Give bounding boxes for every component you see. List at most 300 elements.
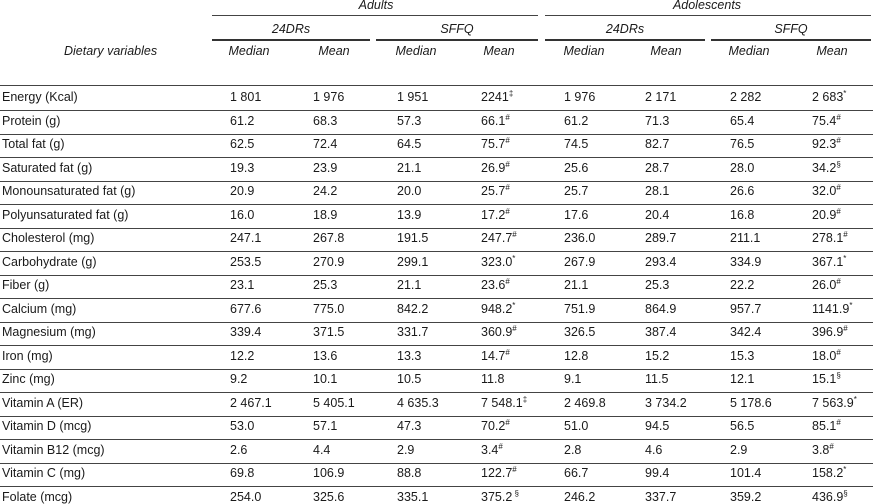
table-cell bbox=[481, 372, 504, 386]
cell-value: 53.0 bbox=[230, 419, 255, 433]
significance-mark: # bbox=[505, 135, 510, 145]
cell-value: 948.2 bbox=[481, 301, 513, 316]
significance-mark: * bbox=[849, 300, 853, 310]
table-cell bbox=[397, 372, 421, 386]
cell-value: 2.8 bbox=[564, 442, 582, 457]
cell-value: 16.8 bbox=[730, 207, 755, 222]
significance-mark: # bbox=[836, 347, 841, 357]
cell-value: 2 467.1 bbox=[230, 395, 272, 410]
table-cell bbox=[564, 419, 588, 433]
method-header-adults-sffq: SFFQ bbox=[440, 22, 474, 36]
row-divider bbox=[0, 463, 873, 464]
cell-value: 17.6 bbox=[564, 207, 589, 222]
cell-value: 2 282 bbox=[730, 90, 762, 104]
table-cell bbox=[730, 396, 772, 410]
table-cell bbox=[313, 466, 344, 480]
table-cell bbox=[564, 90, 595, 104]
cell-value: 254.0 bbox=[230, 489, 262, 504]
table-cell bbox=[313, 161, 337, 175]
table-cell bbox=[397, 349, 421, 363]
significance-mark: # bbox=[512, 323, 517, 333]
table-cell bbox=[230, 490, 261, 504]
table-cell bbox=[230, 443, 247, 457]
cell-value: 57.3 bbox=[397, 113, 422, 128]
table-cell bbox=[812, 255, 846, 269]
cell-value: 436.9 bbox=[812, 489, 844, 504]
cell-value: 2 683 bbox=[812, 90, 844, 104]
cell-value: 191.5 bbox=[397, 231, 429, 245]
cell-value: 75.7 bbox=[481, 137, 506, 151]
cell-value: 360.9 bbox=[481, 325, 513, 339]
row-label: Vitamin C (mg) bbox=[2, 466, 86, 480]
cell-value: 17.2 bbox=[481, 207, 506, 222]
cell-value: 68.3 bbox=[313, 113, 338, 128]
cell-value: 957.7 bbox=[730, 301, 762, 316]
cell-value: 1141.9 bbox=[812, 301, 850, 316]
table-cell bbox=[481, 231, 517, 245]
table-cell bbox=[564, 184, 588, 198]
table-cell bbox=[313, 90, 344, 104]
cell-value: 11.8 bbox=[481, 372, 505, 386]
table-cell bbox=[397, 325, 428, 339]
table-cell bbox=[730, 466, 761, 480]
table-cell bbox=[645, 208, 669, 222]
row-label: Calcium (mg) bbox=[2, 301, 77, 316]
row-divider bbox=[0, 322, 873, 323]
cell-value: 1 976 bbox=[313, 90, 345, 104]
cell-value: 334.9 bbox=[730, 254, 762, 269]
table-cell bbox=[564, 278, 588, 292]
significance-mark: ‡ bbox=[508, 88, 514, 98]
cell-value: 18.9 bbox=[313, 207, 338, 222]
table-cell bbox=[645, 114, 669, 128]
cell-value: 32.0 bbox=[812, 184, 837, 198]
cell-value: 65.4 bbox=[730, 113, 755, 128]
significance-mark: # bbox=[505, 112, 510, 122]
cell-value: 61.2 bbox=[230, 113, 255, 128]
cell-value: 71.3 bbox=[645, 113, 670, 128]
table-cell bbox=[564, 372, 581, 386]
rule-under-adolescents bbox=[545, 15, 871, 16]
table-cell bbox=[313, 325, 344, 339]
table-cell bbox=[730, 443, 747, 457]
group-header-adolescents: Adolescents bbox=[672, 0, 742, 12]
table-cell bbox=[730, 419, 754, 433]
table-cell bbox=[812, 325, 848, 339]
cell-value: 74.5 bbox=[564, 137, 589, 151]
table-cell bbox=[230, 302, 261, 316]
cell-value: 12.8 bbox=[564, 348, 589, 363]
table-cell bbox=[812, 490, 848, 504]
cell-value: 85.1 bbox=[812, 419, 837, 433]
cell-value: 2.6 bbox=[230, 442, 248, 457]
cell-value: 47.3 bbox=[397, 419, 422, 433]
cell-value: 22.2 bbox=[730, 278, 755, 292]
significance-mark: * bbox=[843, 464, 847, 474]
table-cell bbox=[645, 137, 669, 151]
cell-value: 76.5 bbox=[730, 137, 755, 151]
table-cell bbox=[812, 349, 841, 363]
cell-value: 28.7 bbox=[645, 160, 670, 175]
significance-mark: * bbox=[512, 300, 516, 310]
cell-value: 25.3 bbox=[313, 278, 338, 292]
method-header-adolescents-24drs: 24DRs bbox=[605, 22, 645, 36]
method-header-adults-24drs: 24DRs bbox=[271, 22, 311, 36]
table-cell bbox=[730, 137, 754, 151]
cell-value: 20.9 bbox=[812, 207, 837, 222]
row-label: Total fat (g) bbox=[2, 137, 65, 151]
table-cell bbox=[397, 419, 421, 433]
cell-value: 2 469.8 bbox=[564, 395, 606, 410]
table-cell bbox=[730, 349, 754, 363]
table-cell bbox=[645, 372, 668, 386]
cell-value: 23.1 bbox=[230, 278, 255, 292]
table-cell bbox=[645, 466, 669, 480]
stat-header-median: Median bbox=[563, 44, 605, 58]
cell-value: 70.2 bbox=[481, 419, 506, 433]
cell-value: 26.9 bbox=[481, 160, 506, 175]
table-cell bbox=[397, 278, 421, 292]
significance-mark: * bbox=[853, 394, 857, 404]
cell-value: 66.7 bbox=[564, 466, 589, 480]
table-cell bbox=[564, 137, 588, 151]
table-cell bbox=[230, 372, 247, 386]
row-label: Polyunsaturated fat (g) bbox=[2, 207, 129, 222]
rule-under-header bbox=[0, 85, 873, 86]
cell-value: 15.2 bbox=[645, 348, 670, 363]
cell-value: 331.7 bbox=[397, 325, 429, 339]
table-cell bbox=[313, 231, 344, 245]
table-cell bbox=[730, 372, 754, 386]
significance-mark: # bbox=[843, 323, 848, 333]
row-label: Monounsaturated fat (g) bbox=[2, 184, 136, 198]
cell-value: 278.1 bbox=[812, 231, 844, 245]
cell-value: 335.1 bbox=[397, 489, 429, 504]
table-cell bbox=[812, 443, 834, 457]
table-cell bbox=[481, 137, 510, 151]
significance-mark: # bbox=[836, 182, 841, 192]
cell-value: 62.5 bbox=[230, 137, 255, 151]
table-cell bbox=[812, 90, 846, 104]
cell-value: 66.1 bbox=[481, 113, 506, 128]
significance-mark: # bbox=[843, 229, 848, 239]
cell-value: 15.3 bbox=[730, 348, 755, 363]
cell-value: 3.8 bbox=[812, 442, 830, 457]
cell-value: 267.9 bbox=[564, 254, 596, 269]
significance-mark: § bbox=[843, 488, 848, 498]
cell-value: 10.5 bbox=[397, 372, 422, 386]
table-cell bbox=[730, 90, 761, 104]
cell-value: 28.1 bbox=[645, 184, 670, 198]
table-cell bbox=[564, 396, 606, 410]
group-header-adults: Adults bbox=[358, 0, 394, 12]
cell-value: 751.9 bbox=[564, 301, 596, 316]
cell-value: 270.9 bbox=[313, 254, 345, 269]
cell-value: 236.0 bbox=[564, 231, 596, 245]
table-cell bbox=[564, 349, 588, 363]
cell-value: 13.6 bbox=[313, 348, 338, 363]
table-cell bbox=[313, 419, 337, 433]
table-cell bbox=[230, 396, 272, 410]
cell-value: 92.3 bbox=[812, 137, 837, 151]
cell-value: 7 548.1 bbox=[481, 395, 523, 410]
cell-value: 1 801 bbox=[230, 90, 262, 104]
table-cell bbox=[397, 443, 414, 457]
significance-mark: ‡ bbox=[522, 394, 528, 404]
significance-mark: # bbox=[512, 229, 517, 239]
cell-value: 20.4 bbox=[645, 207, 670, 222]
table-cell bbox=[397, 184, 421, 198]
table-cell bbox=[645, 419, 669, 433]
row-divider bbox=[0, 275, 873, 276]
cell-value: 21.1 bbox=[397, 278, 422, 292]
table-cell bbox=[230, 466, 254, 480]
table-cell bbox=[481, 396, 527, 410]
cell-value: 5 178.6 bbox=[730, 395, 772, 410]
cell-value: 4.6 bbox=[645, 442, 663, 457]
cell-value: 9.1 bbox=[564, 372, 582, 386]
cell-value: 20.9 bbox=[230, 184, 255, 198]
cell-value: 9.2 bbox=[230, 372, 248, 386]
cell-value: 15.1 bbox=[812, 372, 837, 386]
cell-value: 4 635.3 bbox=[397, 395, 439, 410]
table-cell bbox=[645, 349, 669, 363]
cell-value: 246.2 bbox=[564, 489, 596, 504]
cell-value: 23.6 bbox=[481, 278, 506, 292]
cell-value: 12.1 bbox=[730, 372, 755, 386]
cell-value: 1 976 bbox=[564, 90, 596, 104]
table-cell bbox=[481, 278, 510, 292]
cell-value: 337.7 bbox=[645, 489, 677, 504]
cell-value: 5 405.1 bbox=[313, 395, 355, 410]
stat-header-mean: Mean bbox=[318, 44, 350, 58]
table-cell bbox=[730, 184, 754, 198]
table-cell bbox=[397, 302, 428, 316]
row-divider bbox=[0, 181, 873, 182]
cell-value: 25.6 bbox=[564, 160, 589, 175]
table-cell bbox=[564, 490, 595, 504]
cell-value: 25.3 bbox=[645, 278, 670, 292]
cell-value: 342.4 bbox=[730, 325, 762, 339]
significance-mark: # bbox=[512, 464, 517, 474]
cell-value: 82.7 bbox=[645, 137, 670, 151]
table-cell bbox=[230, 325, 261, 339]
cell-value: 842.2 bbox=[397, 301, 429, 316]
cell-value: 2241 bbox=[481, 90, 509, 104]
row-label: Folate (mcg) bbox=[2, 489, 73, 504]
table-cell bbox=[481, 302, 515, 316]
table-cell bbox=[397, 161, 421, 175]
row-label: Saturated fat (g) bbox=[2, 160, 93, 175]
table-cell bbox=[564, 231, 595, 245]
significance-mark: # bbox=[505, 347, 510, 357]
table-cell bbox=[645, 231, 676, 245]
cell-value: 339.4 bbox=[230, 325, 262, 339]
table-cell bbox=[397, 396, 439, 410]
row-label: Protein (g) bbox=[2, 113, 61, 128]
table-cell bbox=[645, 161, 669, 175]
stat-header-median: Median bbox=[728, 44, 770, 58]
cell-value: 2 171 bbox=[645, 90, 677, 104]
table-cell bbox=[230, 349, 254, 363]
cell-value: 106.9 bbox=[313, 466, 345, 480]
cell-value: 56.5 bbox=[730, 419, 755, 433]
table-cell bbox=[730, 302, 761, 316]
table-cell bbox=[481, 443, 503, 457]
row-label: Fiber (g) bbox=[2, 278, 50, 292]
table-cell bbox=[812, 161, 841, 175]
table-cell bbox=[230, 231, 261, 245]
table-cell bbox=[645, 443, 662, 457]
significance-mark: § bbox=[836, 370, 841, 380]
cell-value: 396.9 bbox=[812, 325, 844, 339]
row-divider bbox=[0, 345, 873, 346]
table-cell bbox=[230, 208, 254, 222]
table-cell bbox=[730, 278, 754, 292]
cell-value: 101.4 bbox=[730, 466, 762, 480]
cell-value: 267.8 bbox=[313, 231, 345, 245]
cell-value: 371.5 bbox=[313, 325, 345, 339]
cell-value: 375.2 bbox=[481, 489, 513, 504]
table-cell bbox=[645, 490, 676, 504]
table-cell bbox=[481, 161, 510, 175]
cell-value: 367.1 bbox=[812, 254, 844, 269]
cell-value: 387.4 bbox=[645, 325, 677, 339]
table-cell bbox=[564, 255, 595, 269]
table-cell bbox=[230, 137, 254, 151]
significance-mark: # bbox=[505, 417, 510, 427]
cell-value: 51.0 bbox=[564, 419, 589, 433]
significance-mark: § bbox=[836, 159, 841, 169]
cell-value: 253.5 bbox=[230, 254, 262, 269]
table-cell bbox=[313, 490, 344, 504]
significance-mark: # bbox=[829, 441, 834, 451]
cell-value: 26.6 bbox=[730, 184, 755, 198]
table-cell bbox=[730, 208, 754, 222]
table-cell bbox=[230, 184, 254, 198]
table-cell bbox=[230, 278, 254, 292]
table-cell bbox=[812, 231, 848, 245]
table-cell bbox=[730, 161, 754, 175]
row-divider bbox=[0, 134, 873, 135]
table-cell bbox=[397, 208, 421, 222]
table-cell bbox=[645, 396, 687, 410]
table-cell bbox=[481, 466, 517, 480]
table-cell bbox=[481, 184, 510, 198]
rule-under-24drs-adolescents bbox=[545, 39, 705, 41]
rule-under-sffq-adolescents bbox=[711, 39, 871, 41]
significance-mark: * bbox=[843, 253, 847, 263]
row-divider bbox=[0, 416, 873, 417]
row-divider bbox=[0, 369, 873, 370]
cell-value: 13.3 bbox=[397, 348, 422, 363]
cell-value: 61.2 bbox=[564, 113, 589, 128]
table-cell bbox=[481, 208, 510, 222]
table-cell bbox=[812, 208, 841, 222]
table-cell bbox=[730, 114, 754, 128]
significance-mark: # bbox=[836, 206, 841, 216]
table-cell bbox=[564, 466, 588, 480]
row-label: Zinc (mg) bbox=[2, 372, 55, 386]
cell-value: 3.4 bbox=[481, 442, 499, 457]
cell-value: 326.5 bbox=[564, 325, 596, 339]
cell-value: 4.4 bbox=[313, 442, 331, 457]
table-cell bbox=[481, 349, 510, 363]
table-cell bbox=[230, 255, 261, 269]
cell-value: 359.2 bbox=[730, 489, 762, 504]
table-cell bbox=[313, 184, 337, 198]
significance-mark: # bbox=[836, 276, 841, 286]
cell-value: 72.4 bbox=[313, 137, 338, 151]
table-cell bbox=[564, 443, 581, 457]
table-cell bbox=[481, 114, 510, 128]
table-cell bbox=[397, 114, 421, 128]
table-cell bbox=[564, 302, 595, 316]
row-label: Energy (Kcal) bbox=[2, 90, 78, 104]
cell-value: 16.0 bbox=[230, 207, 255, 222]
cell-value: 12.2 bbox=[230, 348, 255, 363]
rule-under-adults bbox=[212, 15, 538, 16]
cell-value: 11.5 bbox=[645, 372, 669, 386]
table-cell bbox=[812, 372, 841, 386]
table-cell bbox=[230, 114, 254, 128]
significance-mark: # bbox=[505, 276, 510, 286]
cell-value: 677.6 bbox=[230, 301, 262, 316]
cell-value: 25.7 bbox=[481, 184, 506, 198]
table-cell bbox=[481, 255, 515, 269]
table-cell bbox=[397, 255, 428, 269]
table-cell bbox=[730, 231, 760, 245]
cell-value: 28.0 bbox=[730, 160, 755, 175]
table-cell bbox=[230, 90, 261, 104]
cell-value: 24.2 bbox=[313, 184, 338, 198]
table-cell bbox=[812, 396, 857, 410]
cell-value: 57.1 bbox=[313, 419, 338, 433]
table-cell bbox=[397, 137, 421, 151]
table-cell bbox=[812, 419, 841, 433]
table-cell bbox=[397, 466, 421, 480]
significance-mark: # bbox=[505, 206, 510, 216]
cell-value: 2.9 bbox=[397, 442, 415, 457]
cell-value: 69.8 bbox=[230, 466, 255, 480]
row-divider bbox=[0, 228, 873, 229]
row-label: Iron (mg) bbox=[2, 348, 53, 363]
table-cell bbox=[812, 137, 841, 151]
table-cell bbox=[564, 325, 595, 339]
cell-value: 23.9 bbox=[313, 160, 338, 175]
cell-value: 99.4 bbox=[645, 466, 670, 480]
table-cell bbox=[313, 208, 337, 222]
table-cell bbox=[481, 419, 510, 433]
cell-value: 2.9 bbox=[730, 442, 748, 457]
table-cell bbox=[313, 255, 344, 269]
table-cell bbox=[645, 255, 676, 269]
row-label: Vitamin B12 (mcg) bbox=[2, 442, 105, 457]
significance-mark: # bbox=[505, 159, 510, 169]
cell-value: 13.9 bbox=[397, 207, 422, 222]
table-cell bbox=[397, 231, 428, 245]
row-divider bbox=[0, 439, 873, 440]
significance-mark: * bbox=[512, 253, 516, 263]
table-cell bbox=[313, 278, 337, 292]
cell-value: 864.9 bbox=[645, 301, 677, 316]
cell-value: 1 951 bbox=[397, 90, 429, 104]
significance-mark: # bbox=[505, 182, 510, 192]
table-cell bbox=[313, 443, 330, 457]
cell-value: 21.1 bbox=[564, 278, 589, 292]
table-cell bbox=[730, 490, 761, 504]
table-cell bbox=[230, 419, 254, 433]
